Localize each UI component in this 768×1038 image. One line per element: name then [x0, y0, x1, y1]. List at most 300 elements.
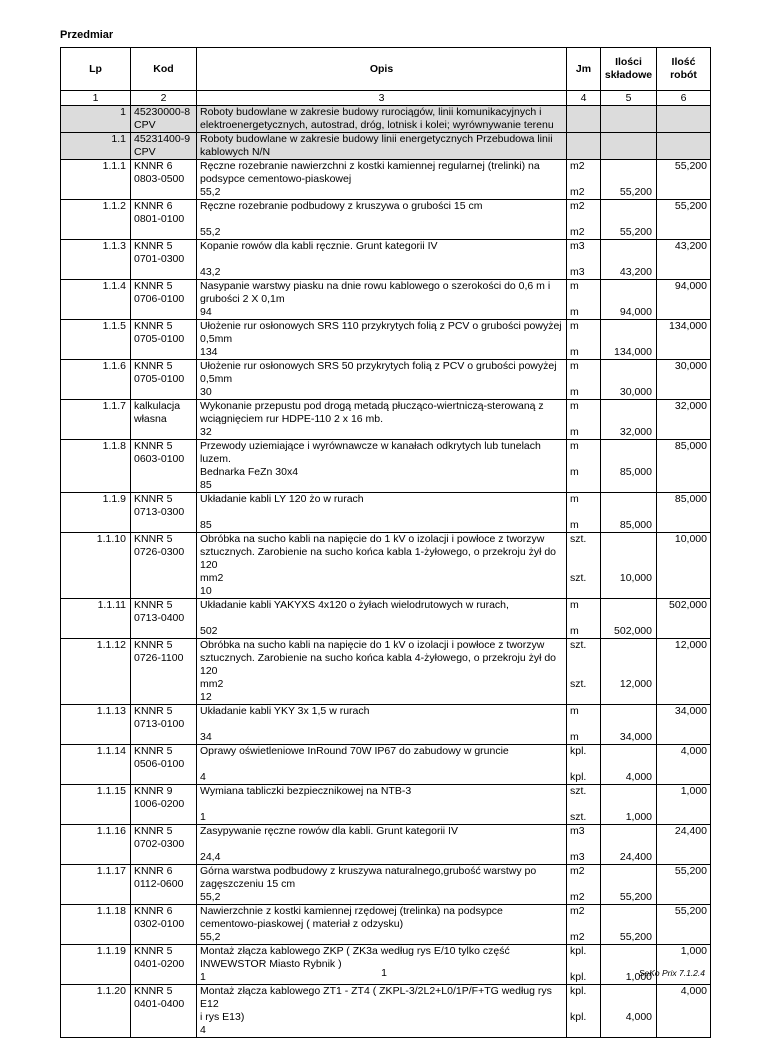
- table-row: [61, 785, 711, 825]
- row-opis-line: INWEWSTOR Miasto Rybnik ): [200, 958, 342, 970]
- section-opis: [197, 106, 567, 133]
- row-lp: 1.1.4: [61, 280, 131, 320]
- row-jm: [567, 705, 601, 745]
- section-row: [61, 106, 711, 133]
- row-jm-unit: szt.: [570, 639, 587, 651]
- row-ilosci-skladowe: [601, 705, 657, 745]
- row-calc-jm: m: [570, 466, 579, 478]
- row-jm: [567, 639, 601, 705]
- section-kod: [131, 106, 197, 133]
- row-kod: [131, 533, 197, 599]
- row-kod-line: 0401-0400: [134, 998, 185, 1010]
- row-opis: [197, 599, 567, 639]
- row-jm: [567, 280, 601, 320]
- row-lp: 1.1.2: [61, 200, 131, 240]
- section-ilosc-robot: [657, 106, 711, 133]
- row-skladowe-spacer: [603, 320, 652, 333]
- row-calc: 55,2: [200, 931, 221, 943]
- row-calc-jm: kpl.: [570, 1011, 587, 1023]
- row-jm-unit: m3: [570, 240, 585, 252]
- row-lp: 1.1.10: [61, 533, 131, 599]
- row-kod-line: kalkulacja własna: [134, 400, 181, 425]
- row-kod: [131, 200, 197, 240]
- row-jm: [567, 160, 601, 200]
- row-skladowe-spacer: [603, 373, 652, 386]
- row-skladowe-value: 24,400: [619, 851, 652, 863]
- row-calc-jm: szt.: [570, 572, 587, 584]
- row-opis-line: [200, 213, 564, 226]
- table-row: [61, 865, 711, 905]
- row-lp: 1.1.12: [61, 639, 131, 705]
- section-kod-line: CPV: [134, 146, 156, 158]
- row-opis-line: [200, 838, 564, 851]
- row-kod-line: 0401-0200: [134, 958, 185, 970]
- row-lp: 1.1.11: [61, 599, 131, 639]
- row-calc-jm: m: [570, 625, 579, 637]
- row-lp: 1.1.15: [61, 785, 131, 825]
- col-number: 2: [131, 91, 197, 106]
- row-skladowe-value: 34,000: [619, 731, 652, 743]
- row-kod: [131, 639, 197, 705]
- row-skladowe-spacer: [603, 918, 652, 931]
- row-ilosci-skladowe: [601, 599, 657, 639]
- row-kod-line: KNNR 5: [134, 945, 173, 957]
- row-opis-line: mm2: [200, 678, 224, 690]
- row-kod-line: 0706-0100: [134, 293, 185, 305]
- row-kod-line: KNNR 5: [134, 360, 173, 372]
- row-calc-jm: m: [570, 731, 579, 743]
- row-skladowe-value: 32,000: [619, 426, 652, 438]
- row-kod-line: KNNR 5: [134, 985, 173, 997]
- row-opis: [197, 400, 567, 440]
- row-skladowe-spacer: [603, 413, 652, 426]
- row-skladowe-spacer: [603, 612, 652, 625]
- row-kod-line: 0803-0500: [134, 173, 185, 185]
- row-calc: 43,2: [200, 266, 221, 278]
- table-row: [61, 705, 711, 745]
- row-kod-line: 0726-0300: [134, 546, 185, 558]
- row-jm-spacer: [570, 758, 598, 771]
- row-ilosci-skladowe: [601, 240, 657, 280]
- row-kod-line: KNNR 6: [134, 160, 173, 172]
- row-lp: 1.1.19: [61, 945, 131, 985]
- column-number-row: [61, 91, 711, 106]
- row-jm-spacer: [570, 253, 598, 266]
- row-kod-line: KNNR 5: [134, 320, 173, 332]
- section-lp: 1: [61, 106, 131, 133]
- row-opis-line: mm2: [200, 572, 224, 584]
- row-opis-line: 0,5mm: [200, 373, 233, 385]
- row-jm-spacer: [570, 665, 598, 678]
- row-skladowe-spacer: [603, 745, 652, 758]
- row-skladowe-spacer: [603, 493, 652, 506]
- row-skladowe-value: 502,000: [614, 625, 652, 637]
- table-row: [61, 360, 711, 400]
- row-kod: [131, 400, 197, 440]
- row-jm-unit: kpl.: [570, 945, 587, 957]
- col-number: 6: [657, 91, 711, 106]
- row-kod-line: 1006-0200: [134, 798, 185, 810]
- row-skladowe-spacer: [603, 360, 652, 373]
- row-ilosc-robot: 55,200: [657, 160, 711, 200]
- row-kod-line: 0506-0100: [134, 758, 185, 770]
- row-skladowe-spacer: [603, 173, 652, 186]
- row-jm-spacer: [570, 213, 598, 226]
- row-ilosci-skladowe: [601, 320, 657, 360]
- row-calc-jm: m: [570, 519, 579, 531]
- row-opis: [197, 160, 567, 200]
- row-skladowe-value: 1,000: [625, 811, 652, 823]
- row-skladowe-value: 55,200: [619, 186, 652, 198]
- software-brand: SeKo Prix 7.1.2.4: [638, 968, 705, 978]
- row-lp: 1.1.20: [61, 985, 131, 1038]
- row-jm: [567, 400, 601, 440]
- row-opis-line: sztucznych. Zarobienie na sucho końca kabla 4-żyłowego, o przekroju żył do 120: [200, 652, 557, 677]
- row-opis-line: Ręczne rozebranie podbudowy z kruszywa o grubości 15 cm: [200, 200, 483, 212]
- row-skladowe-spacer: [603, 985, 652, 998]
- row-calc: 55,2: [200, 186, 221, 198]
- row-skladowe-spacer: [603, 998, 652, 1011]
- row-lp: 1.1.8: [61, 440, 131, 493]
- row-kod: [131, 785, 197, 825]
- row-jm: [567, 905, 601, 945]
- row-skladowe-spacer: [603, 798, 652, 811]
- row-kod-line: KNNR 5: [134, 440, 173, 452]
- table-row: [61, 200, 711, 240]
- section-kod: [131, 133, 197, 160]
- row-ilosci-skladowe: [601, 785, 657, 825]
- row-opis: [197, 705, 567, 745]
- table-row: [61, 985, 711, 1038]
- row-ilosc-robot: 94,000: [657, 280, 711, 320]
- section-kod-line: 45231400-9: [134, 133, 191, 145]
- row-skladowe-spacer: [603, 705, 652, 718]
- row-ilosc-robot: 43,200: [657, 240, 711, 280]
- row-kod: [131, 320, 197, 360]
- row-opis-line: [200, 798, 564, 811]
- row-ilosci-skladowe: [601, 440, 657, 493]
- row-opis: [197, 639, 567, 705]
- row-jm-spacer: [570, 413, 598, 426]
- row-ilosci-skladowe: [601, 280, 657, 320]
- row-lp: 1.1.14: [61, 745, 131, 785]
- row-kod-line: KNNR 6: [134, 905, 173, 917]
- row-kod-line: KNNR 6: [134, 200, 173, 212]
- row-opis-line: Nasypanie warstwy piasku na dnie rowu kablowego o szerokości do 0,6 m i: [200, 280, 551, 292]
- row-calc: 24,4: [200, 851, 221, 863]
- header-row: [61, 48, 711, 91]
- col-number: 3: [197, 91, 567, 106]
- row-skladowe-spacer: [603, 200, 652, 213]
- row-opis-line: Obróbka na sucho kabli na napięcie do 1 kV o izolacji i powłoce z tworzyw: [200, 639, 545, 651]
- table-row: [61, 160, 711, 200]
- row-ilosc-robot: 85,000: [657, 493, 711, 533]
- estimate-table: [60, 47, 711, 1038]
- table-row: [61, 493, 711, 533]
- page-title: Przedmiar: [60, 29, 114, 41]
- row-opis: [197, 240, 567, 280]
- header-jm: Jm: [567, 48, 601, 91]
- row-skladowe-spacer: [603, 599, 652, 612]
- row-opis-line: cementowo-piaskowej ( materiał z odzysku): [200, 918, 404, 930]
- row-opis: [197, 745, 567, 785]
- row-calc-jm: kpl.: [570, 771, 587, 783]
- row-calc: 1: [200, 971, 206, 983]
- table-row: [61, 639, 711, 705]
- row-opis-line: i rys E13): [200, 1011, 245, 1023]
- row-ilosc-robot: 55,200: [657, 905, 711, 945]
- row-jm: [567, 320, 601, 360]
- row-jm-unit: szt.: [570, 785, 587, 797]
- row-opis-line: Wykonanie przepustu pod drogą metadą płucząco-wiertniczą-sterowaną z: [200, 400, 544, 412]
- section-row: [61, 133, 711, 160]
- row-ilosc-robot: 55,200: [657, 200, 711, 240]
- row-calc: 134: [200, 346, 218, 358]
- row-jm-unit: m2: [570, 160, 585, 172]
- row-opis: [197, 440, 567, 493]
- row-jm: [567, 825, 601, 865]
- row-kod: [131, 905, 197, 945]
- row-kod: [131, 440, 197, 493]
- row-jm: [567, 745, 601, 785]
- row-calc-jm: szt.: [570, 678, 587, 690]
- row-calc-jm: m3: [570, 851, 585, 863]
- row-ilosci-skladowe: [601, 200, 657, 240]
- row-jm-spacer: [570, 506, 598, 519]
- row-ilosc-robot: 85,000: [657, 440, 711, 493]
- row-lp: 1.1.9: [61, 493, 131, 533]
- row-skladowe-value: 12,000: [619, 678, 652, 690]
- table-row: [61, 280, 711, 320]
- row-lp: 1.1.7: [61, 400, 131, 440]
- row-calc-jm: m: [570, 426, 579, 438]
- row-kod: [131, 493, 197, 533]
- row-kod-line: 0705-0100: [134, 373, 185, 385]
- row-jm-unit: m2: [570, 865, 585, 877]
- row-jm-unit: kpl.: [570, 745, 587, 757]
- row-lp: 1.1.1: [61, 160, 131, 200]
- row-kod: [131, 825, 197, 865]
- row-opis-line: Układanie kabli YAKYXS 4x120 o żyłach wielodrutowych w rurach,: [200, 599, 509, 611]
- row-kod: [131, 599, 197, 639]
- row-kod-line: 0713-0400: [134, 612, 185, 624]
- row-ilosc-robot: 502,000: [657, 599, 711, 639]
- row-ilosci-skladowe: [601, 160, 657, 200]
- table-row: [61, 825, 711, 865]
- row-skladowe-value: 55,200: [619, 931, 652, 943]
- row-ilosc-robot: 55,200: [657, 865, 711, 905]
- row-kod: [131, 865, 197, 905]
- row-skladowe-spacer: [603, 440, 652, 453]
- row-ilosc-robot: 30,000: [657, 360, 711, 400]
- row-kod-line: 0302-0100: [134, 918, 185, 930]
- row-ilosc-robot: 1,000: [657, 785, 711, 825]
- row-kod-line: KNNR 5: [134, 280, 173, 292]
- row-skladowe-spacer: [603, 280, 652, 293]
- section-opis-line: elektroenergetycznych, autostrad, dróg, lotnisk i kolei; wyrównywanie terenu: [200, 119, 554, 131]
- table-body: [61, 106, 711, 1038]
- row-skladowe-value: 55,200: [619, 226, 652, 238]
- row-jm: [567, 360, 601, 400]
- row-opis-line: Ułożenie rur osłonowych SRS 50 przykrytych folią z PCV o grubości powyżej: [200, 360, 557, 372]
- row-calc: 502: [200, 625, 218, 637]
- row-jm-spacer: [570, 838, 598, 851]
- row-ilosci-skladowe: [601, 400, 657, 440]
- row-opis: [197, 865, 567, 905]
- row-calc-jm: szt.: [570, 811, 587, 823]
- row-jm-unit: m: [570, 705, 579, 717]
- row-kod-line: KNNR 5: [134, 493, 173, 505]
- row-jm-unit: m: [570, 599, 579, 611]
- row-opis-line: sztucznych. Zarobienie na sucho końca kabla 1-żyłowego, o przekroju żył do 120: [200, 546, 557, 571]
- row-jm-spacer: [570, 652, 598, 665]
- row-opis-line: Układanie kabli LY 120 żo w rurach: [200, 493, 364, 505]
- row-jm-spacer: [570, 373, 598, 386]
- row-jm-unit: m: [570, 400, 579, 412]
- row-calc: 1: [200, 811, 206, 823]
- section-ilosci: [601, 106, 657, 133]
- section-ilosc-robot: [657, 133, 711, 160]
- header-lp: Lp: [61, 48, 131, 91]
- row-opis-line: 0,5mm: [200, 333, 233, 345]
- row-jm: [567, 240, 601, 280]
- row-skladowe-spacer: [603, 240, 652, 253]
- row-kod-line: 0603-0100: [134, 453, 185, 465]
- row-opis-line: Obróbka na sucho kabli na napięcie do 1 kV o izolacji i powłoce z tworzyw: [200, 533, 545, 545]
- row-jm-unit: m3: [570, 825, 585, 837]
- row-opis-line: Ułożenie rur osłonowych SRS 110 przykrytych folią z PCV o grubości powyżej: [200, 320, 562, 332]
- section-jm: [567, 106, 601, 133]
- row-skladowe-spacer: [603, 533, 652, 546]
- header-kod: Kod: [131, 48, 197, 91]
- row-opis-line: Górna warstwa podbudowy z kruszywa naturalnego,grubość warstwy po: [200, 865, 537, 877]
- row-kod-line: 0702-0300: [134, 838, 185, 850]
- col-number: 5: [601, 91, 657, 106]
- section-opis: [197, 133, 567, 160]
- table-row: [61, 240, 711, 280]
- row-opis-line: podsypce cementowo-piaskowej: [200, 173, 352, 185]
- row-opis: [197, 825, 567, 865]
- row-skladowe-spacer: [603, 453, 652, 466]
- row-opis-line: Montaż złącza kablowego ZKP ( ZK3a według rys E/10 tylko część: [200, 945, 510, 957]
- row-jm-spacer: [570, 559, 598, 572]
- row-opis-line: [200, 718, 564, 731]
- row-opis-line: [200, 758, 564, 771]
- row-jm: [567, 533, 601, 599]
- row-ilosci-skladowe: [601, 533, 657, 599]
- row-opis: [197, 533, 567, 599]
- row-calc-jm: m2: [570, 891, 585, 903]
- header-ilosc-robot: Ilość robót: [657, 48, 711, 91]
- row-kod-line: KNNR 5: [134, 705, 173, 717]
- header-ilosci-line1: Ilości: [615, 56, 642, 68]
- row-ilosc-robot: 24,400: [657, 825, 711, 865]
- row-calc: 94: [200, 306, 212, 318]
- row-ilosc-robot: 32,000: [657, 400, 711, 440]
- row-ilosci-skladowe: [601, 639, 657, 705]
- row-skladowe-spacer: [603, 333, 652, 346]
- row-opis-line: [200, 612, 564, 625]
- row-skladowe-spacer: [603, 293, 652, 306]
- row-calc-jm: m: [570, 306, 579, 318]
- row-skladowe-value: 4,000: [625, 1011, 652, 1023]
- row-skladowe-spacer: [603, 878, 652, 891]
- row-jm-spacer: [570, 998, 598, 1011]
- row-skladowe-spacer: [603, 865, 652, 878]
- row-jm-unit: m: [570, 320, 579, 332]
- row-skladowe-value: 4,000: [625, 771, 652, 783]
- row-jm-spacer: [570, 293, 598, 306]
- row-calc: 4: [200, 1024, 206, 1036]
- row-ilosci-skladowe: [601, 360, 657, 400]
- row-skladowe-spacer: [603, 400, 652, 413]
- row-skladowe-value: 94,000: [619, 306, 652, 318]
- table-row: [61, 905, 711, 945]
- row-calc: 10: [200, 585, 212, 597]
- table-row: [61, 320, 711, 360]
- header-ilosci-line2: składowe: [604, 69, 653, 81]
- row-lp: 1.1.17: [61, 865, 131, 905]
- row-skladowe-spacer: [603, 506, 652, 519]
- row-kod: [131, 745, 197, 785]
- row-calc-jm: kpl.: [570, 971, 587, 983]
- row-jm-spacer: [570, 918, 598, 931]
- row-skladowe-value: 43,200: [619, 266, 652, 278]
- row-opis-line: Montaż złącza kablowego ZT1 - ZT4 ( ZKPL-3/2L2+L0/1P/F+TG według rys E12: [200, 985, 552, 1010]
- row-jm-unit: m2: [570, 200, 585, 212]
- row-calc: 34: [200, 731, 212, 743]
- row-skladowe-value: 55,200: [619, 891, 652, 903]
- row-jm: [567, 200, 601, 240]
- row-skladowe-spacer: [603, 665, 652, 678]
- row-calc-jm: m: [570, 386, 579, 398]
- row-ilosci-skladowe: [601, 825, 657, 865]
- table-row: [61, 400, 711, 440]
- row-calc: 30: [200, 386, 212, 398]
- row-jm: [567, 599, 601, 639]
- row-ilosc-robot: 134,000: [657, 320, 711, 360]
- row-kod-line: 0713-0100: [134, 718, 185, 730]
- row-jm-spacer: [570, 612, 598, 625]
- row-lp: 1.1.5: [61, 320, 131, 360]
- table-row: [61, 599, 711, 639]
- row-kod-line: KNNR 6: [134, 865, 173, 877]
- row-jm: [567, 785, 601, 825]
- row-calc: 85: [200, 479, 212, 491]
- row-skladowe-spacer: [603, 945, 652, 958]
- row-jm-unit: m2: [570, 905, 585, 917]
- row-kod: [131, 705, 197, 745]
- col-number: 1: [61, 91, 131, 106]
- table-row: [61, 533, 711, 599]
- row-opis: [197, 905, 567, 945]
- row-ilosc-robot: 4,000: [657, 985, 711, 1038]
- col-number: 4: [567, 91, 601, 106]
- row-skladowe-value: 85,000: [619, 466, 652, 478]
- row-lp: 1.1.16: [61, 825, 131, 865]
- row-opis-line: Zasypywanie ręczne rowów dla kabli. Grunt kategorii IV: [200, 825, 458, 837]
- row-jm: [567, 865, 601, 905]
- row-ilosci-skladowe: [601, 905, 657, 945]
- row-skladowe-spacer: [603, 785, 652, 798]
- row-opis-line: Wymiana tabliczki bezpiecznikowej na NTB-3: [200, 785, 412, 797]
- row-kod-line: 0701-0300: [134, 253, 185, 265]
- row-skladowe-spacer: [603, 546, 652, 559]
- row-skladowe-spacer: [603, 253, 652, 266]
- row-jm-spacer: [570, 453, 598, 466]
- row-opis: [197, 280, 567, 320]
- row-ilosci-skladowe: [601, 985, 657, 1038]
